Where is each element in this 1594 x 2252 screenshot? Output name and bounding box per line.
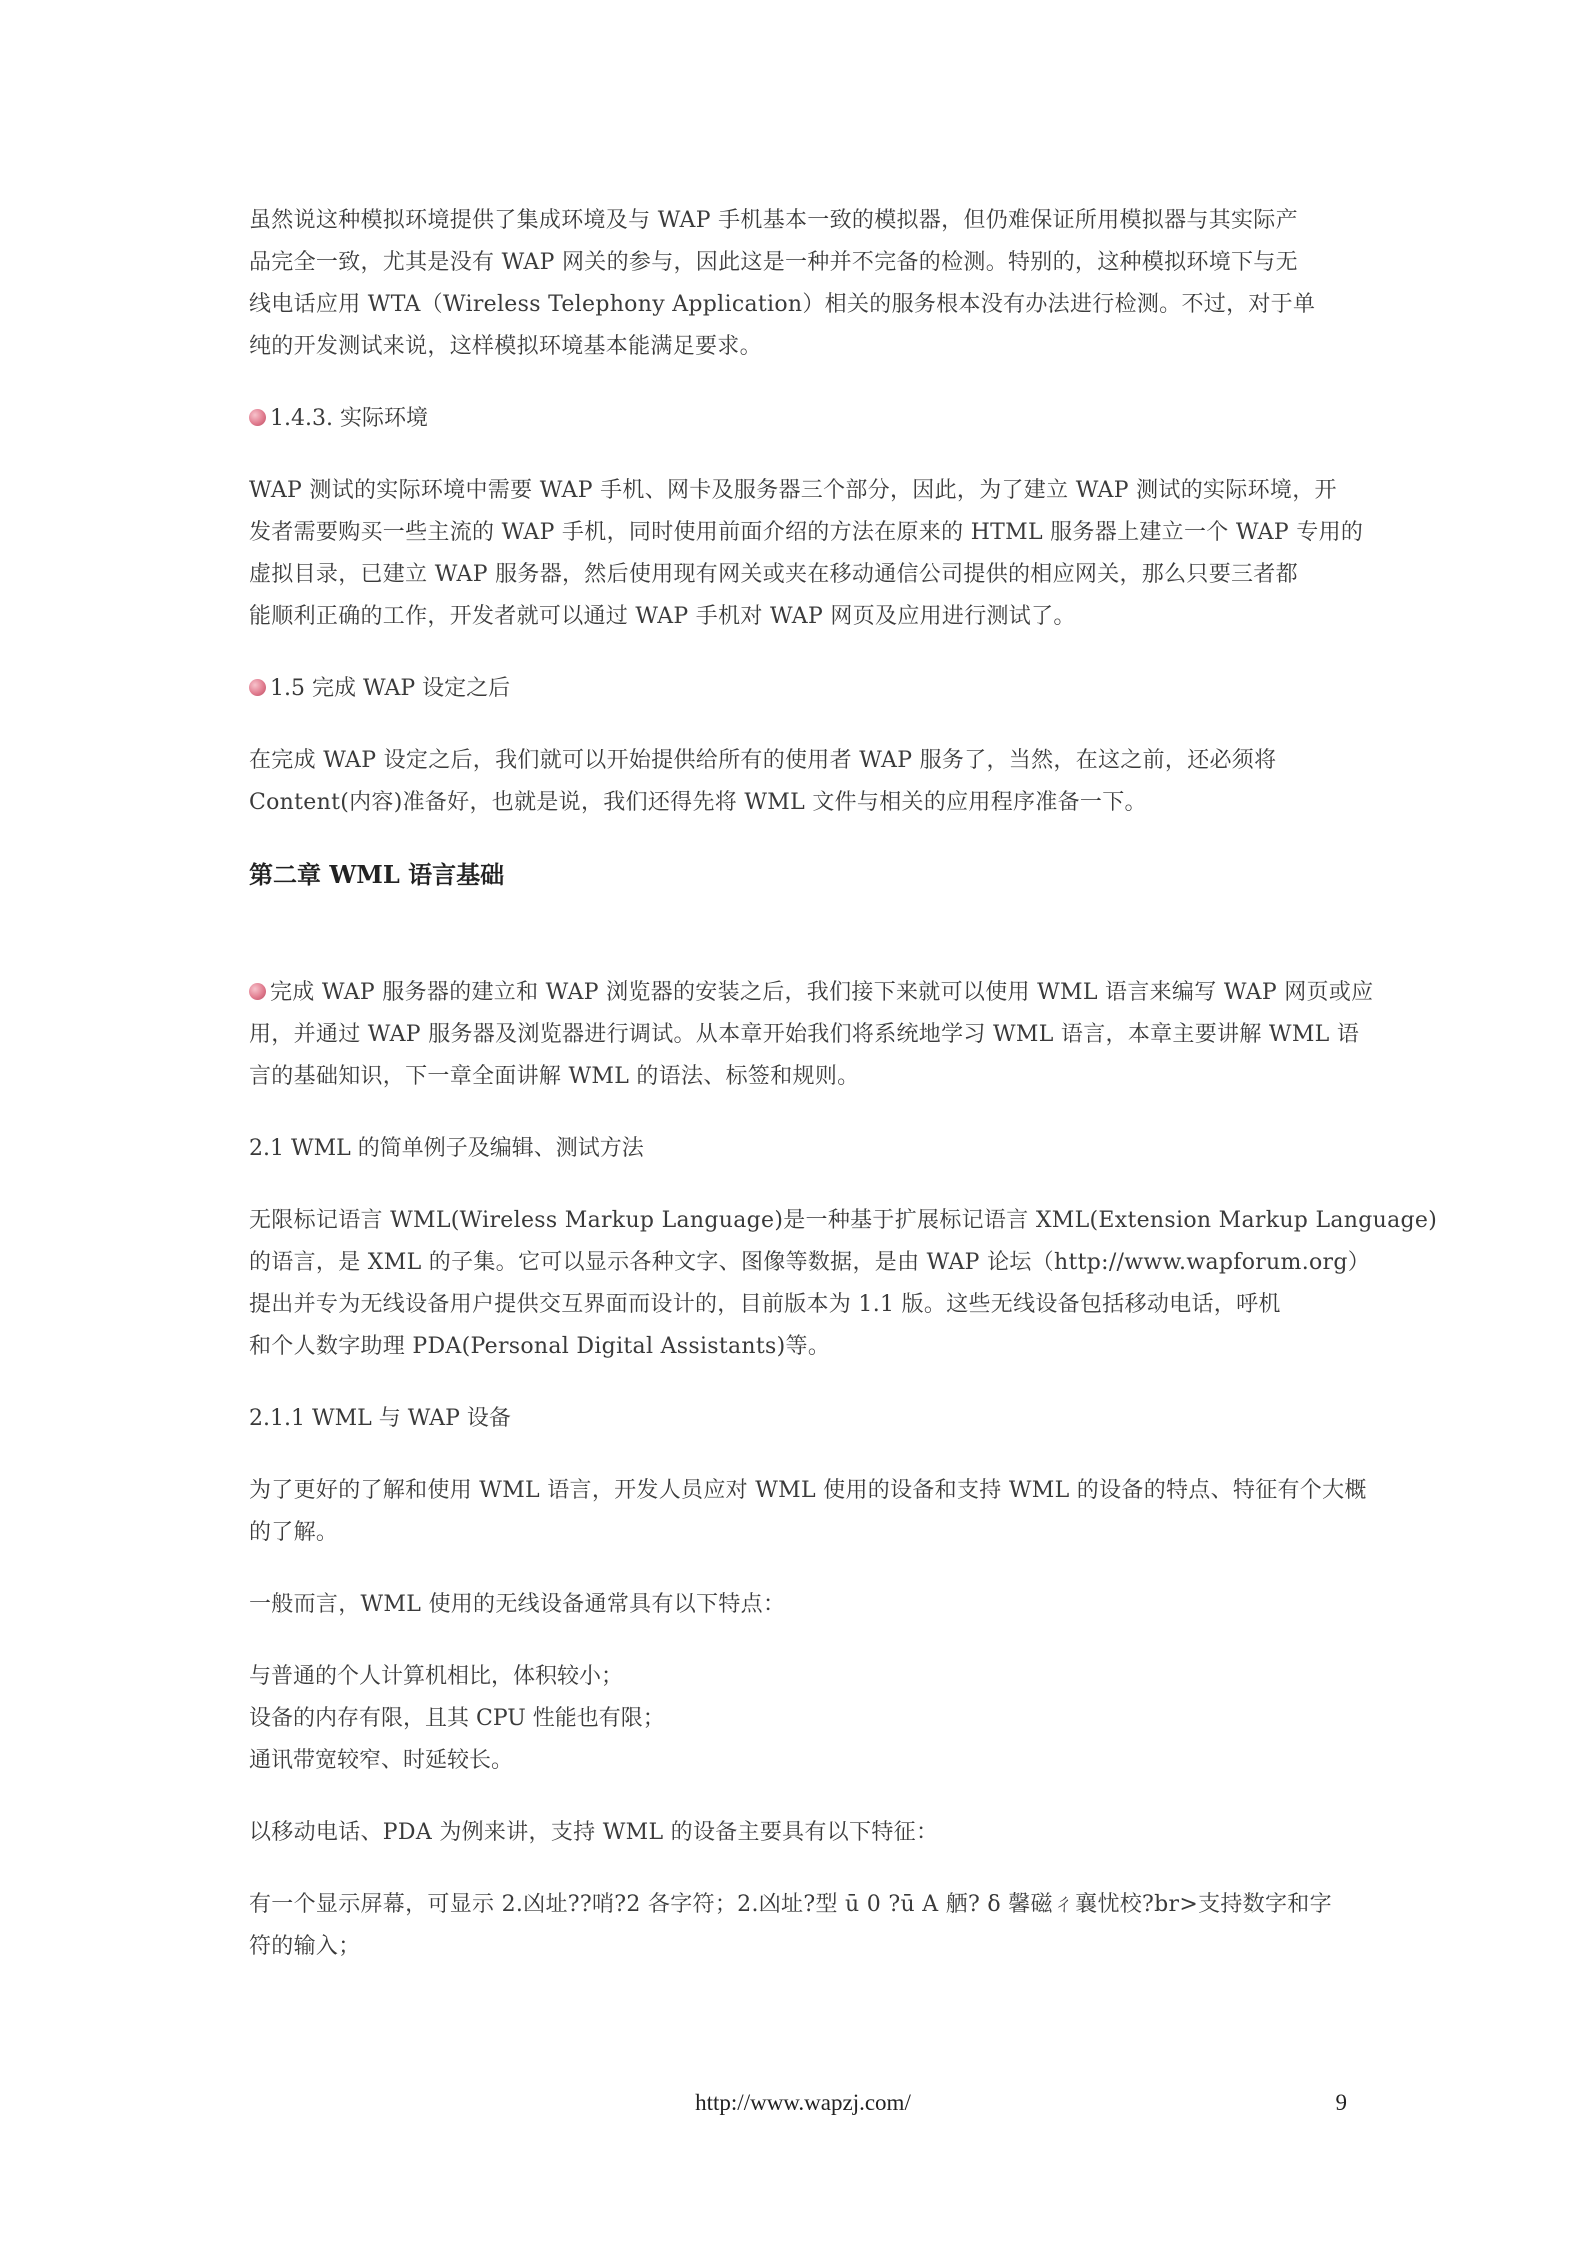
paragraph-real-env xyxy=(249,470,1364,638)
list-item: 通讯带宽较窄、时延较长。 xyxy=(249,1748,514,1773)
paragraph-after-wap-setup xyxy=(249,740,1357,824)
paragraph-screen xyxy=(249,1884,1357,1968)
pink-bullet-icon xyxy=(249,679,266,696)
page-footer xyxy=(249,2090,1357,2130)
pink-bullet-icon xyxy=(249,983,266,1000)
text-line: 为了更好的了解和使用 WML 语言，开发人员应对 WML 使用的设备和支持 WML 的设备的特点、特征有个大概 xyxy=(249,1478,1367,1503)
text-line: 的了解。 xyxy=(249,1520,339,1545)
paragraph-general xyxy=(249,1584,1357,1626)
paragraph-wml-definition xyxy=(249,1200,1438,1368)
heading-text: 1.5 完成 WAP 设定之后 xyxy=(270,676,511,701)
text-line: 虚拟目录，已建立 WAP 服务器，然后使用现有网关或夹在移动通信公司提供的相应网关，那么只要三者都 xyxy=(249,562,1298,587)
heading-text: 1.4.3. 实际环境 xyxy=(270,406,428,431)
text-line: 发者需要购买一些主流的 WAP 手机，同时使用前面介绍的方法在原来的 HTML 服务器上建立一个 WAP 专用的 xyxy=(249,520,1364,545)
paragraph-chapter-2-intro xyxy=(249,972,1374,1098)
text-line xyxy=(249,972,1374,1014)
text-line-content: 完成 WAP 服务器的建立和 WAP 浏览器的安装之后，我们接下来就可以使用 WML 语言来编写 WAP 网页或应 xyxy=(270,980,1374,1005)
text-line: 纯的开发测试来说，这样模拟环境基本能满足要求。 xyxy=(249,334,762,359)
feature-list xyxy=(249,1656,1357,1782)
document-page xyxy=(249,200,1438,1998)
text-line: 以移动电话、PDA 为例来讲，支持 WML 的设备主要具有以下特征： xyxy=(249,1820,939,1845)
page-number: 9 xyxy=(1335,2090,1347,2115)
text-line: 一般而言，WML 使用的无线设备通常具有以下特点： xyxy=(249,1592,786,1617)
heading-1-5 xyxy=(249,668,1357,710)
text-line: Content(内容)准备好，也就是说，我们还得先将 WML 文件与相关的应用程序准备一下。 xyxy=(249,790,1147,815)
list-item: 与普通的个人计算机相比，体积较小； xyxy=(249,1664,624,1689)
text-line: 有一个显示屏幕，可显示 2.凶址??哨?2 各字符；2.凶址?型 ū 0 ?ū A 舾? δ 馨磁ㄔ襄忧校?br>支持数字和字 xyxy=(249,1892,1332,1917)
text-line: WAP 测试的实际环境中需要 WAP 手机、网卡及服务器三个部分，因此，为了建立 WAP 测试的实际环境，开 xyxy=(249,478,1337,503)
text-line: 和个人数字助理 PDA(Personal Digital Assistants)等。 xyxy=(249,1334,831,1359)
text-line: 线电话应用 WTA（Wireless Telephony Application）相关的服务根本没有办法进行检测。不过，对于单 xyxy=(249,292,1316,317)
footer-url-link[interactable]: http://www.wapzj.com/ xyxy=(695,2090,911,2115)
heading-1-4-3 xyxy=(249,398,1357,440)
heading-2-1-1: 2.1.1 WML 与 WAP 设备 xyxy=(249,1406,511,1431)
text-line: 用，并通过 WAP 服务器及浏览器进行调试。从本章开始我们将系统地学习 WML 语言，本章主要讲解 WML 语 xyxy=(249,1022,1360,1047)
text-line: 无限标记语言 WML(Wireless Markup Language)是一种基于扩展标记语言 XML(Extension Markup Language) xyxy=(249,1208,1438,1233)
text-line: 品完全一致，尤其是没有 WAP 网关的参与，因此这是一种并不完备的检测。特别的，这种模拟环境下与无 xyxy=(249,250,1298,275)
list-item: 设备的内存有限，且其 CPU 性能也有限； xyxy=(249,1706,665,1731)
text-line: 虽然说这种模拟环境提供了集成环境及与 WAP 手机基本一致的模拟器，但仍难保证所用模拟器与其实际产 xyxy=(249,208,1298,233)
text-line: 的语言，是 XML 的子集。它可以显示各种文字、图像等数据，是由 WAP 论坛（http://www.wapforum.org） xyxy=(249,1250,1371,1275)
text-line: 在完成 WAP 设定之后，我们就可以开始提供给所有的使用者 WAP 服务了，当然，在这之前，还必须将 xyxy=(249,748,1277,773)
pink-bullet-icon xyxy=(249,409,266,426)
text-line: 言的基础知识，下一章全面讲解 WML 的语法、标签和规则。 xyxy=(249,1064,860,1089)
text-line: 能顺利正确的工作，开发者就可以通过 WAP 手机对 WAP 网页及应用进行测试了。 xyxy=(249,604,1076,629)
paragraph-wml-devices xyxy=(249,1470,1367,1554)
paragraph-mobile-features xyxy=(249,1812,1357,1854)
text-line: 提出并专为无线设备用户提供交互界面而设计的，目前版本为 1.1 版。这些无线设备包括移动电话，呼机 xyxy=(249,1292,1281,1317)
chapter-2-title: 第二章 WML 语言基础 xyxy=(249,860,505,889)
heading-2-1: 2.1 WML 的简单例子及编辑、测试方法 xyxy=(249,1136,644,1161)
paragraph-simulation-env xyxy=(249,200,1357,368)
text-line: 符的输入； xyxy=(249,1934,361,1959)
